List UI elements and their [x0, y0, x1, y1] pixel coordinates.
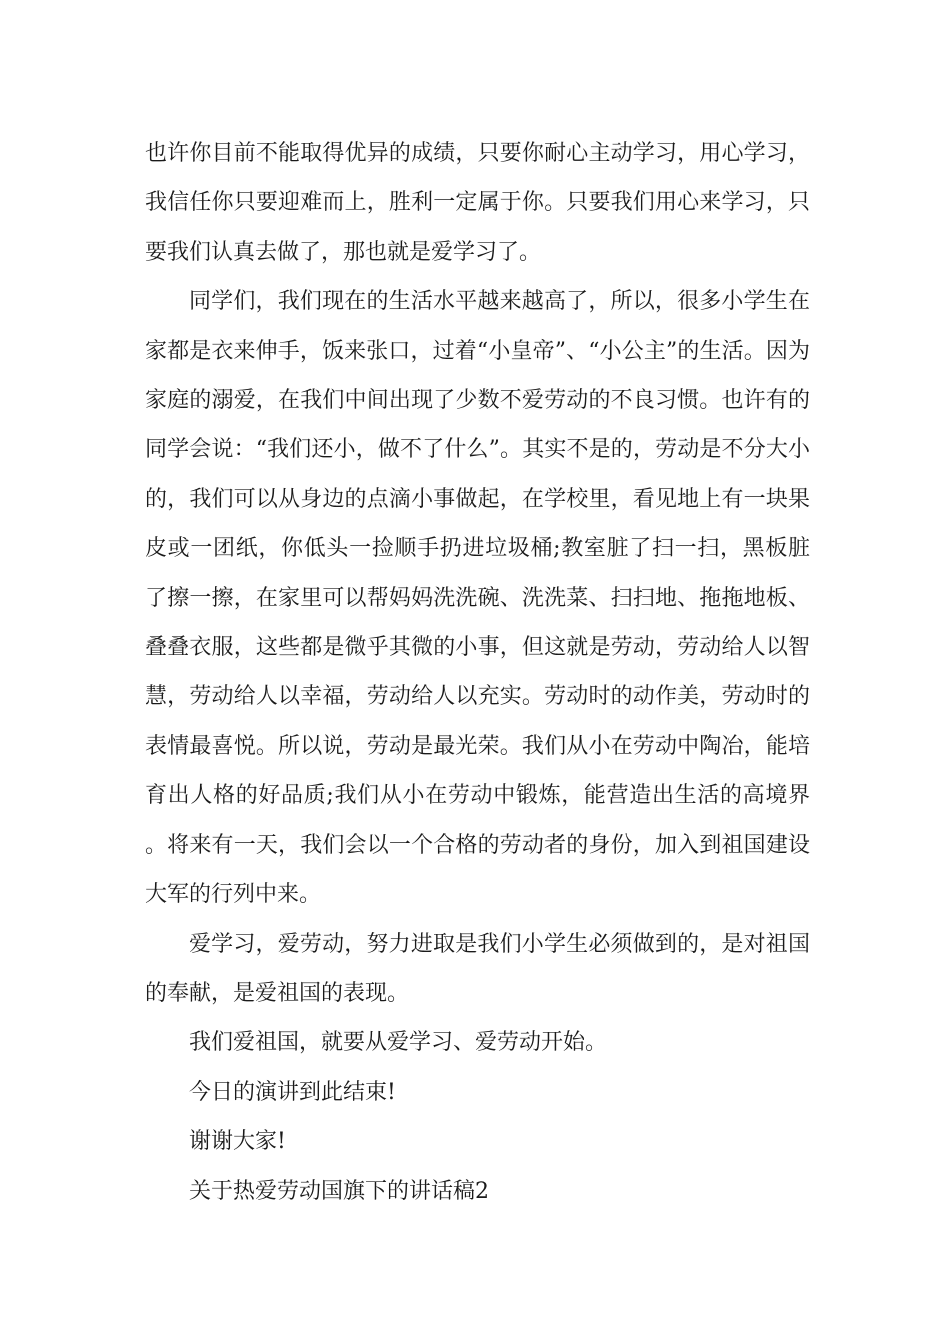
paragraph-love-study-labor: 爱学习，爱劳动，努力进取是我们小学生必须做到的，是对祖国的奉献，是爱祖国的表现。 [145, 931, 810, 1006]
paragraph-love-motherland: 我们爱祖国，就要从爱学习、爱劳动开始。 [189, 1030, 608, 1056]
paragraph-study-encouragement: 也许你目前不能取得优异的成绩，只要你耐心主动学习，用心学习，我信任你只要迎难而上，胜利一定属于你。只要我们用心来学习，只要我们认真去做了，那也就是爱学习了。 [145, 141, 810, 265]
document-body [145, 129, 810, 1216]
paragraph-labor-importance: 同学们，我们现在的生活水平越来越高了，所以，很多小学生在家都是衣来伸手，饭来张口，过着“小皇帝”、“小公主”的生活。因为家庭的溺爱，在我们中间出现了少数不爱劳动的不良习惯。也许有的同学会说：“我们还小，做不了什么”。其实不是的，劳动是不分大小的，我们可以从身边的点滴小事做起，在学校里，看见地上有一块果皮或一团纸，你低头一捡顺手扔进垃圾桶;教室脏了扫一扫，黑板脏了擦一擦，在家里可以帮妈妈洗洗碗、洗洗菜、扫扫地、拖拖地板、叠叠衣服，这些都是微乎其微的小事，但这就是劳动，劳动给人以智慧，劳动给人以幸福，劳动给人以充实。劳动时的动作美，劳动时的表情最喜悦。所以说，劳动是最光荣。我们从小在劳动中陶冶，能培育出人格的好品质;我们从小在劳动中锻炼，能营造出生活的高境界。将来有一天，我们会以一个合格的劳动者的身份，加入到祖国建设大军的行列中来。 [145, 289, 810, 908]
paragraph-speech-end: 今日的演讲到此结束! [189, 1079, 396, 1105]
next-section-title: 关于热爱劳动国旗下的讲话稿2 [189, 1178, 489, 1204]
paragraph-thanks: 谢谢大家! [189, 1129, 286, 1155]
